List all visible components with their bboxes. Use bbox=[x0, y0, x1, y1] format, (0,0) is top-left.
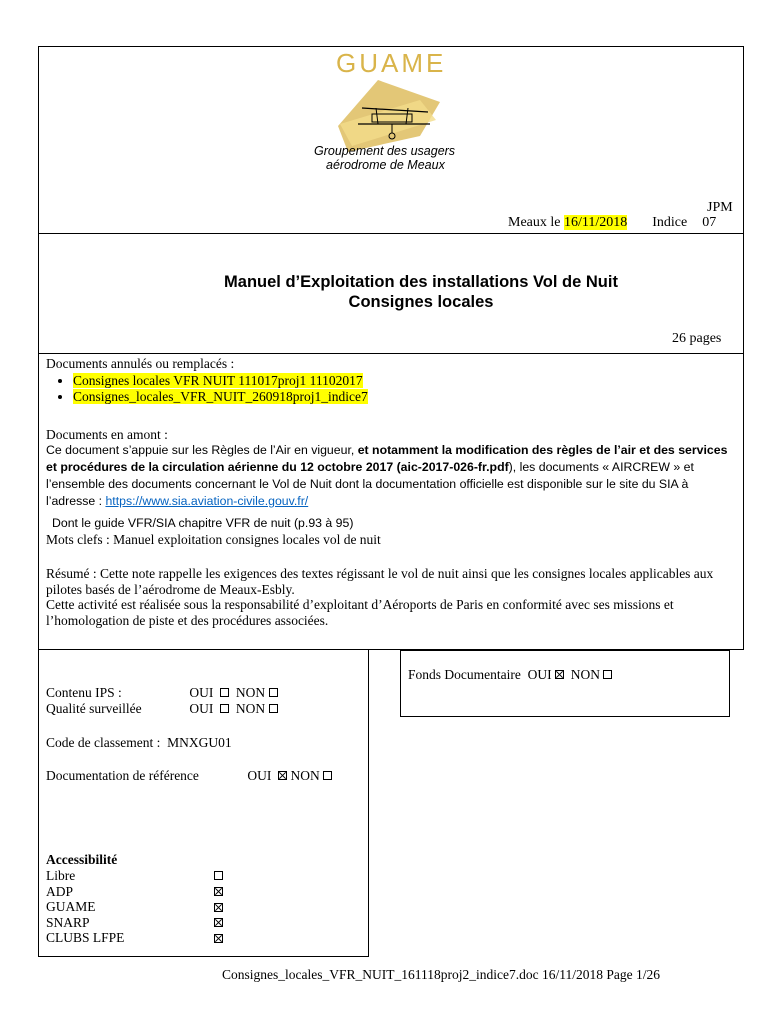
accessibilite-list bbox=[46, 868, 223, 946]
amont-heading: Documents en amont : bbox=[46, 427, 168, 442]
author: JPM bbox=[707, 200, 733, 215]
access-item-checkbox[interactable] bbox=[214, 918, 223, 927]
mots-clefs: Mots clefs : Manuel exploitation consignes locales vol de nuit bbox=[46, 532, 381, 547]
guame-logo bbox=[300, 48, 480, 178]
doc-reference-row: Documentation de référence OUI NON bbox=[46, 768, 332, 784]
fonds-oui-checkbox[interactable] bbox=[555, 670, 564, 679]
access-item-checkbox[interactable] bbox=[214, 887, 223, 896]
list-item: • Consignes_locales_VFR_NUIT_260918proj1_indice7 bbox=[73, 389, 368, 405]
guide-line: Dont le guide VFR/SIA chapitre VFR de nuit (p.93 à 95) bbox=[52, 516, 354, 530]
resume-line-2: Cette activité est réalisée sous la responsabilité d’exploitant d’Aéroports de Paris en conformité avec ses missions et l’homologation de piste et des procédures associées. bbox=[46, 597, 674, 628]
access-item-adp bbox=[46, 884, 223, 900]
contenu-ips-row: Contenu IPS : OUI NON bbox=[46, 685, 278, 701]
access-item-label: ADP bbox=[46, 883, 74, 899]
access-item-label: CLUBS LFPE bbox=[46, 930, 125, 946]
sia-link[interactable]: https://www.sia.aviation-civile.gouv.fr/ bbox=[105, 494, 309, 508]
title-line-2: Consignes locales bbox=[348, 293, 494, 311]
qualite-non-checkbox[interactable] bbox=[269, 704, 278, 713]
access-item-libre bbox=[46, 868, 223, 884]
access-item-label: SNARP bbox=[46, 914, 90, 930]
fonds-box bbox=[400, 650, 730, 717]
amont-paragraph: Ce document s’appuie sur les Règles de l’Air en vigueur, et notamment la modification des règles de l’air et des services et procédures de la circulation aérienne du 12 octobre 2017 (aic-2017-026-fr.pdf), les documents « AIRCREW » et l’ensemble des documents concernant le Vol de Nuit dont la documentation officielle est disponible sur le site du SIA à l’adresse : https://www.sia.aviation-civile.gouv.fr/ bbox=[46, 443, 728, 508]
date-value: 16/11/2018 bbox=[563, 215, 628, 230]
logo-subtitle-2: aérodrome de Meaux bbox=[326, 158, 445, 172]
resume-line-1: Résumé : Cette note rappelle les exigences des textes régissant le vol de nuit ainsi que les consignes locales applicables aux pilotes basés de l’aérodrome de Meaux-Esbly. bbox=[46, 566, 714, 597]
resume bbox=[46, 566, 736, 628]
access-item-checkbox[interactable] bbox=[214, 934, 223, 943]
accessibilite-heading: Accessibilité bbox=[46, 852, 118, 867]
access-item-label: GUAME bbox=[46, 899, 96, 915]
logo-subtitle-1: Groupement des usagers bbox=[314, 144, 456, 158]
logo-text: GUAME bbox=[336, 48, 447, 78]
footer: Consignes_locales_VFR_NUIT_161118proj2_indice7.doc 16/11/2018 Page 1/26 bbox=[222, 967, 660, 982]
access-item-checkbox[interactable] bbox=[214, 871, 223, 880]
access-item-clubs-lfpe bbox=[46, 930, 223, 946]
access-item-label: Libre bbox=[46, 868, 76, 883]
docref-oui-checkbox[interactable] bbox=[278, 771, 287, 780]
annules-list bbox=[21, 373, 368, 405]
indice-value: 07 bbox=[702, 215, 717, 230]
ips-non-checkbox[interactable] bbox=[269, 688, 278, 697]
date-line bbox=[508, 215, 716, 231]
code-classement: Code de classement : MNXGU01 bbox=[46, 735, 232, 750]
indice-label: Indice bbox=[652, 215, 688, 230]
access-item-guame bbox=[46, 899, 223, 915]
docref-non-checkbox[interactable] bbox=[323, 771, 332, 780]
date-label: Meaux le bbox=[508, 215, 561, 230]
qualite-oui-checkbox[interactable] bbox=[220, 704, 229, 713]
list-item: • Consignes locales VFR NUIT 111017proj1 11102017 bbox=[73, 373, 368, 389]
qualite-row: Qualité surveillée OUI NON bbox=[46, 701, 278, 717]
fonds-line: Fonds Documentaire OUI NON bbox=[408, 667, 612, 683]
access-item-checkbox[interactable] bbox=[214, 903, 223, 912]
title-line-1: Manuel d’Exploitation des installations Vol de Nuit bbox=[224, 273, 618, 291]
fonds-non-checkbox[interactable] bbox=[603, 670, 612, 679]
access-item-snarp bbox=[46, 915, 223, 931]
page-title bbox=[38, 272, 770, 312]
annules-heading: Documents annulés ou remplacés : bbox=[46, 356, 235, 371]
ips-oui-checkbox[interactable] bbox=[220, 688, 229, 697]
page-count: 26 pages bbox=[672, 331, 722, 346]
